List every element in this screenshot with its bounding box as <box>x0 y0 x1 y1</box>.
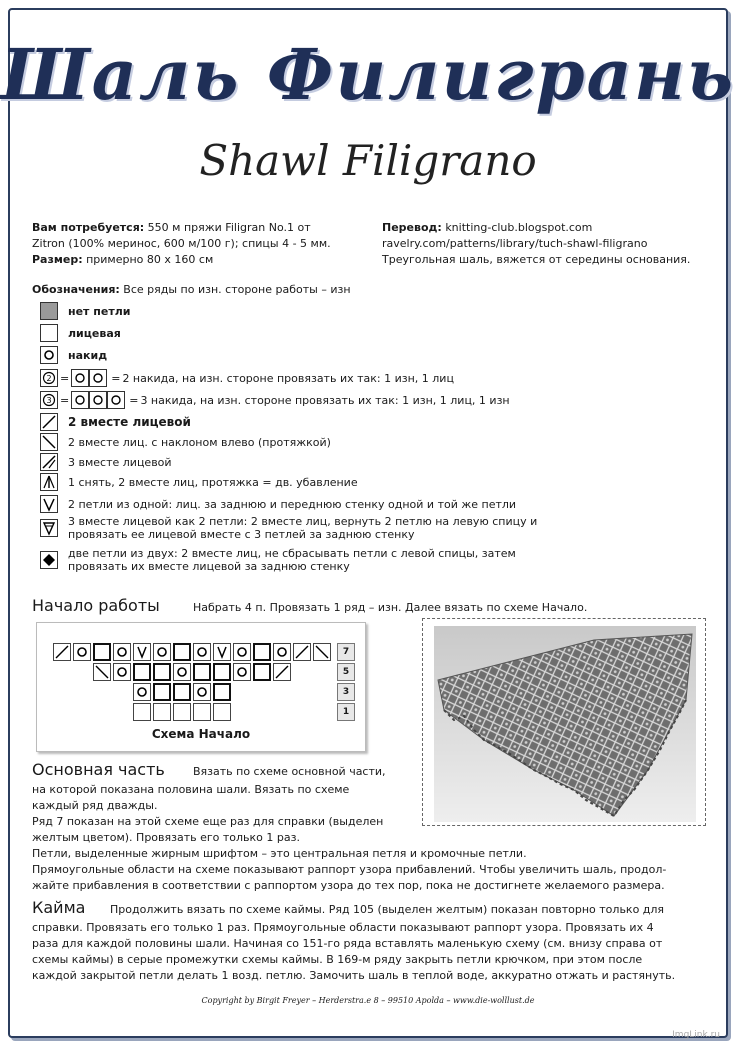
border-line-3: схемы каймы) в серые промежутки схемы каймы. В 169-м ряду закрыть петли крючком, при этом после <box>32 953 643 966</box>
legend-text: лицевая <box>68 326 121 340</box>
k2tog-cell <box>293 643 311 661</box>
chart-row-number: 1 <box>337 703 355 721</box>
yarn-over-cell <box>173 663 191 681</box>
ssk-cell <box>93 663 111 681</box>
translation-label: Перевод: <box>382 221 442 234</box>
legend-text <box>68 515 537 541</box>
diamond-icon <box>40 551 58 569</box>
yarn-over-icon <box>107 391 125 409</box>
page-subtitle: Shawl Filigrano <box>199 136 537 185</box>
legend-text-line-1: две петли из двух: 2 вместе лиц, не сбрасывать петли с левой спицы, затем <box>68 547 516 560</box>
k3tog-tbl-icon <box>40 519 58 537</box>
legend-item <box>40 345 107 365</box>
yarn-over-icon <box>71 369 89 387</box>
knit-cell <box>153 703 171 721</box>
shawl-photo-frame <box>422 618 706 826</box>
legend-text: 2 накида, на изн. стороне провязать их так: 1 изн, 1 лиц <box>122 371 454 385</box>
start-heading: Начало работы <box>32 596 160 615</box>
legend-intro: Все ряды по изн. стороне работы – изн <box>123 283 351 296</box>
watermark: ImgLink.ru <box>672 1030 720 1040</box>
legend-text <box>68 547 516 573</box>
knit-thick-cell <box>253 663 271 681</box>
k2tog-icon <box>40 413 58 431</box>
chart-row-number: 3 <box>337 683 355 701</box>
knit-thick-cell <box>153 663 171 681</box>
knit-thick-cell <box>173 643 191 661</box>
no-stitch-icon <box>40 302 58 320</box>
knit-thick-cell <box>93 643 111 661</box>
increase-cell <box>133 643 151 661</box>
legend-item <box>40 301 130 321</box>
translation-link[interactable]: knitting-club.blogspot.com <box>445 221 593 234</box>
needs-text-2: Zitron (100% меринос, 600 м/100 г); спицы 4 - 5 мм. <box>32 237 331 250</box>
knit-thick-cell <box>193 663 211 681</box>
needs-text-1: 550 м пряжи Filigran No.1 от <box>147 221 311 234</box>
sk2p-icon <box>40 473 58 491</box>
svg-text:3: 3 <box>46 396 52 405</box>
legend-item <box>40 323 121 343</box>
border-heading: Кайма <box>32 898 86 917</box>
legend-label: Обозначения: <box>32 283 120 296</box>
border-line-0: Продолжить вязать по схеме каймы. Ряд 105 (выделен желтым) показан повторно только для <box>110 903 665 916</box>
legend-item <box>40 412 191 432</box>
legend-item: 2 = = 2 накида, на изн. стороне провязать их так: 1 изн, 1 лиц <box>40 368 454 388</box>
shawl-photo <box>424 620 706 826</box>
main-line-5: Петли, выделенные жирным шрифтом – это центральная петля и кромочные петли. <box>32 847 527 860</box>
triple-yarn-over-icon <box>40 391 58 409</box>
ssk-cell <box>313 643 331 661</box>
page-title: Шаль Филигрань <box>0 33 736 116</box>
legend-text: 2 вместе лицевой <box>68 414 191 429</box>
knit-cell <box>133 703 151 721</box>
main-line-6: Прямоугольные области на схеме показывают раппорт узора прибавлений. Чтобы увеличить шаль, продол- <box>32 863 667 876</box>
legend-text: 3 накида, на изн. стороне провязать их так: 1 изн, 1 лиц, 1 изн <box>140 393 510 407</box>
shape-text: Треугольная шаль, вяжется от середины основания. <box>382 253 691 266</box>
increase-cell <box>213 643 231 661</box>
legend-text-line-2: провязать их вместе лицевой за заднюю стенку <box>68 560 350 573</box>
legend-text: 2 петли из одной: лиц. за заднюю и переднюю стенку одной и той же петли <box>68 497 517 511</box>
border-line-2: раза для каждой половины шали. Начиная со 151-го ряда вставлять маленькую схему (см. внизу справа от <box>32 937 663 950</box>
yarn-over-cell <box>233 643 251 661</box>
knit-thick-cell <box>133 663 151 681</box>
legend-item <box>40 452 172 472</box>
start-chart-box <box>36 622 366 752</box>
main-line-7: жайте прибавления в соответствии с раппортом узора до тех пор, пока не достигнете желаемого размера. <box>32 879 665 892</box>
yarn-over-cell <box>133 683 151 701</box>
legend-item <box>40 494 516 514</box>
main-heading: Основная часть <box>32 760 165 779</box>
increase-icon <box>40 495 58 513</box>
size-text: примерно 80 х 160 см <box>86 253 214 266</box>
legend-item <box>40 432 331 452</box>
yarn-over-icon <box>40 346 58 364</box>
main-line-4: желтым цветом). Провязать его только 1 раз. <box>32 831 300 844</box>
legend-text: 2 вместе лиц. с наклоном влево (протяжкой) <box>68 435 331 449</box>
k3tog-icon <box>40 453 58 471</box>
legend-text-line-2: провязать ее лицевой вместе с 3 петлей за заднюю стенку <box>68 528 415 541</box>
knit-cell <box>173 703 191 721</box>
start-text: Набрать 4 п. Провязать 1 ряд – изн. Далее вязать по схеме Начало. <box>193 601 588 614</box>
yarn-over-cell <box>153 643 171 661</box>
yarn-over-cell <box>193 683 211 701</box>
yarn-over-icon <box>89 391 107 409</box>
yarn-over-cell <box>73 643 91 661</box>
legend-text: накид <box>68 348 108 362</box>
chart-row-number: 7 <box>337 643 355 661</box>
knit-thick-cell <box>153 683 171 701</box>
knit-icon <box>40 324 58 342</box>
legend-item: 3 = = 3 накида, на изн. стороне провязать их так: 1 изн, 1 лиц, 1 изн <box>40 390 510 410</box>
k2tog-cell <box>53 643 71 661</box>
knit-cell <box>213 703 231 721</box>
legend-text: 3 вместе лицевой <box>68 455 172 469</box>
border-line-4: каждой закрытой петли делать 1 возд. петлю. Замочить шаль в теплой воде, аккуратно отжать и растянуть. <box>32 969 676 982</box>
size-label: Размер: <box>32 253 83 266</box>
yarn-over-icon <box>71 391 89 409</box>
double-yarn-over-icon <box>40 369 58 387</box>
legend-item <box>40 514 537 542</box>
yarn-over-cell <box>233 663 251 681</box>
chart-row-number: 5 <box>337 663 355 681</box>
main-line-3: Ряд 7 показан на этой схеме еще раз для справки (выделен <box>32 815 384 828</box>
ravelry-link[interactable]: ravelry.com/patterns/library/tuch-shawl-filigrano <box>382 237 648 250</box>
legend-item <box>40 472 358 492</box>
svg-text:2: 2 <box>46 374 52 383</box>
copyright: Copyright by Birgit Freyer – Herderstra.e 8 – 99510 Apolda – www.die-wolllust.de <box>201 996 535 1005</box>
legend-text: нет петли <box>68 304 131 318</box>
border-line-1: справки. Провязать его только 1 раз. Прямоугольные области показывают раппорт узора. Провязать их 4 <box>32 921 654 934</box>
yarn-over-cell <box>273 643 291 661</box>
main-line-1: на которой показана половина шали. Вязать по схеме <box>32 783 350 796</box>
main-line-0: Вязать по схеме основной части, <box>193 765 386 778</box>
yarn-over-cell <box>113 643 131 661</box>
yarn-over-cell <box>113 663 131 681</box>
translation-line <box>382 220 592 236</box>
needs-label: Вам потребуется: <box>32 221 145 234</box>
knit-cell <box>193 703 211 721</box>
size-line <box>32 252 213 268</box>
legend-text-line-1: 3 вместе лицевой как 2 петли: 2 вместе лиц, вернуть 2 петлю на левую спицу и <box>68 515 538 528</box>
knit-thick-cell <box>253 643 271 661</box>
yarn-over-cell <box>193 643 211 661</box>
knit-thick-cell <box>213 683 231 701</box>
k2tog-cell <box>273 663 291 681</box>
knit-thick-cell <box>213 663 231 681</box>
start-chart-caption: Схема Начало <box>151 727 251 741</box>
yarn-over-icon <box>89 369 107 387</box>
legend-item <box>40 546 516 574</box>
main-line-2: каждый ряд дважды. <box>32 799 158 812</box>
needs-line-1 <box>32 220 311 236</box>
knit-thick-cell <box>173 683 191 701</box>
legend-text: 1 снять, 2 вместе лиц, протяжка = дв. убавление <box>68 475 358 489</box>
ssk-icon <box>40 433 58 451</box>
legend-header <box>32 282 351 298</box>
